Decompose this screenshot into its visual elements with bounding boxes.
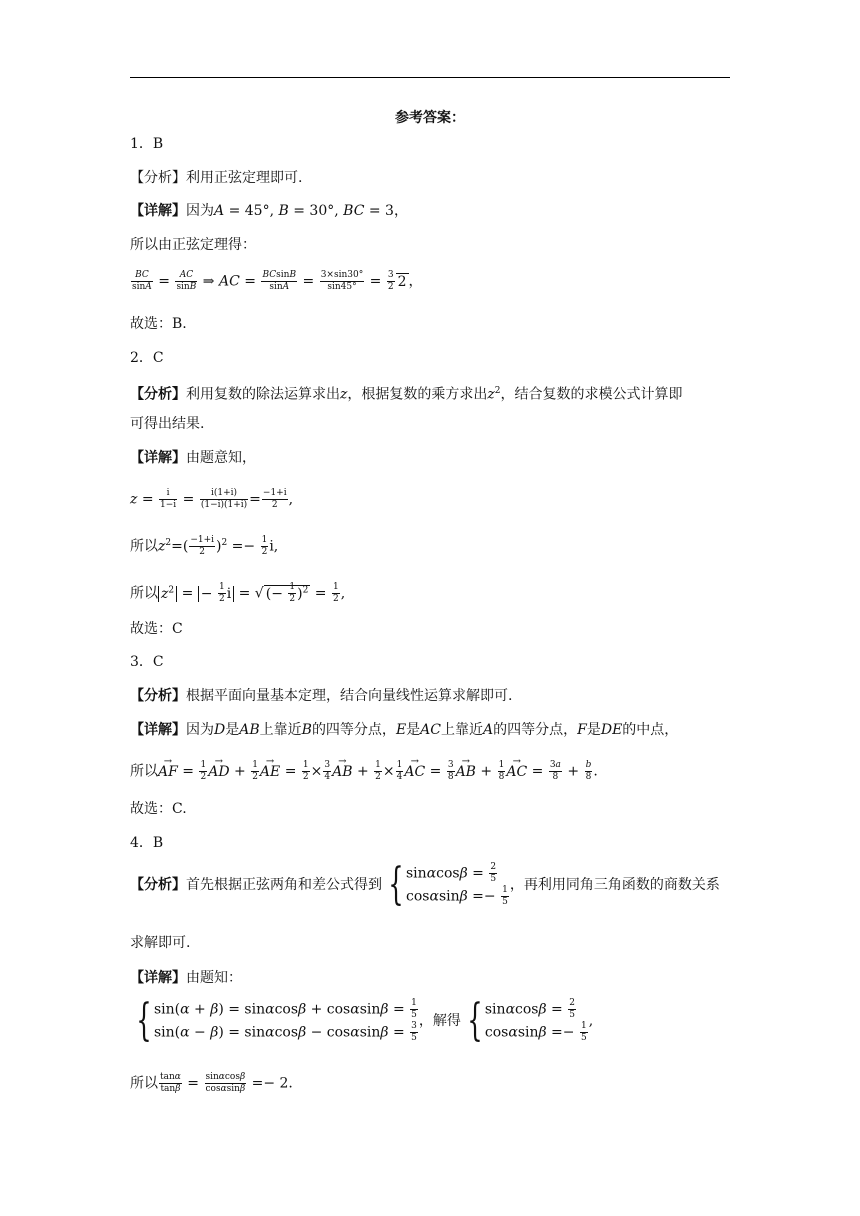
q1-formula: $\frac{BC}{\sin A}$ = $\frac{AC}{\sin B}$ ⇒ AC = $\frac{BCsinB}{\sin A}$ = $\frac{3\times\sin 30^\circ}{\sin 45^\circ}$ = $\frac{3}{2}$ 2 ， (132, 270, 423, 292)
page-title: 参考答案： (395, 110, 465, 126)
q1-detail: 【详解】因为A = 45°, B = 30°, BC = 3， (130, 203, 408, 219)
q3-detail: 【详解】因为D是AB上靠近B的四等分点，E是AC上靠近A的四等分点，F是DE的中点， (130, 722, 679, 738)
q2-answer: 故选：C (130, 621, 183, 637)
q3-answer: 故选：C. (130, 801, 187, 817)
q2-formula-2: 所以$z^2=$( $\frac{-1+i}{2}$ )$^2$ =− $\frac{1}{2}$ i, (130, 535, 279, 558)
q2-formula-1: z = $\frac{i}{1-i}$ = $\frac{i(1+i)}{(1-i)(1+i)}$ = $\frac{-1+i}{2}$ , (130, 488, 294, 510)
q2-number: 2．C (130, 350, 164, 366)
q2-detail: 【详解】由题意知， (130, 450, 256, 466)
q1-step: 所以由正弦定理得： (130, 237, 256, 253)
q1-number: 1．B (130, 136, 164, 152)
q3-formula: 所以→ AF = $\frac{1}{2}$ → AD + $\frac{1}{2}$ → AE = $\frac{1}{2}$ × $\frac{3}{4}$ → AB + $\frac{1}{2}$ × $\frac{1}{4}$ → AC = $\frac{3}{8}$ → AB + $\frac{1}{8}$ → AC = $\frac{3a}{8}$ + $\frac{b}{8}$ . (130, 760, 598, 783)
q4-analysis: 【分析】首先根据正弦两角和差公式得到 { sinαcosβ = $\frac{2}{5}$ cosαsinβ =− $\frac{1}{5}$ ，再利用同角三角函数的商数关系 (130, 859, 720, 910)
q1-answer: 故选：B. (130, 316, 187, 332)
q4-number: 4．B (130, 835, 164, 851)
q2-analysis-line2: 可得出结果. (130, 416, 205, 432)
q2-formula-3: 所以 $z^2$ = − $\frac{1}{2}$ i = √ (− $\frac{1}{2}$ )$^2$ = $\frac{1}{2}$ , (130, 582, 346, 605)
q4-system: { sin(α + β) = sinαcosβ + cosαsinβ = $\frac{1}{5}$ sin(α − β) = sinαcosβ − cosαsinβ = $\frac{3}{5}$ ，解得 { sinαcosβ = $\frac{2}{5}$ cosαsinβ =− $\frac{1}{5}$ , (136, 995, 594, 1046)
q4-analysis-end: 求解即可. (130, 935, 191, 951)
q4-detail: 【详解】由题知： (130, 970, 242, 986)
q1-analysis: 【分析】利用正弦定理即可. (130, 170, 303, 186)
q3-number: 3．C (130, 654, 164, 670)
q3-analysis: 【分析】根据平面向量基本定理，结合向量线性运算求解即可. (130, 688, 513, 704)
q4-final: 所以 $\frac{\tan\alpha}{\tan\beta}$ = $\frac{\sin\alpha\cos\beta}{\cos\alpha\sin\beta}$ =− 2. (130, 1072, 293, 1094)
q2-analysis-line1: 【分析】利用复数的除法运算求出z，根据复数的乘方求出$z^2$，结合复数的求模公式计算即 (130, 386, 683, 403)
header-rule (130, 77, 730, 78)
